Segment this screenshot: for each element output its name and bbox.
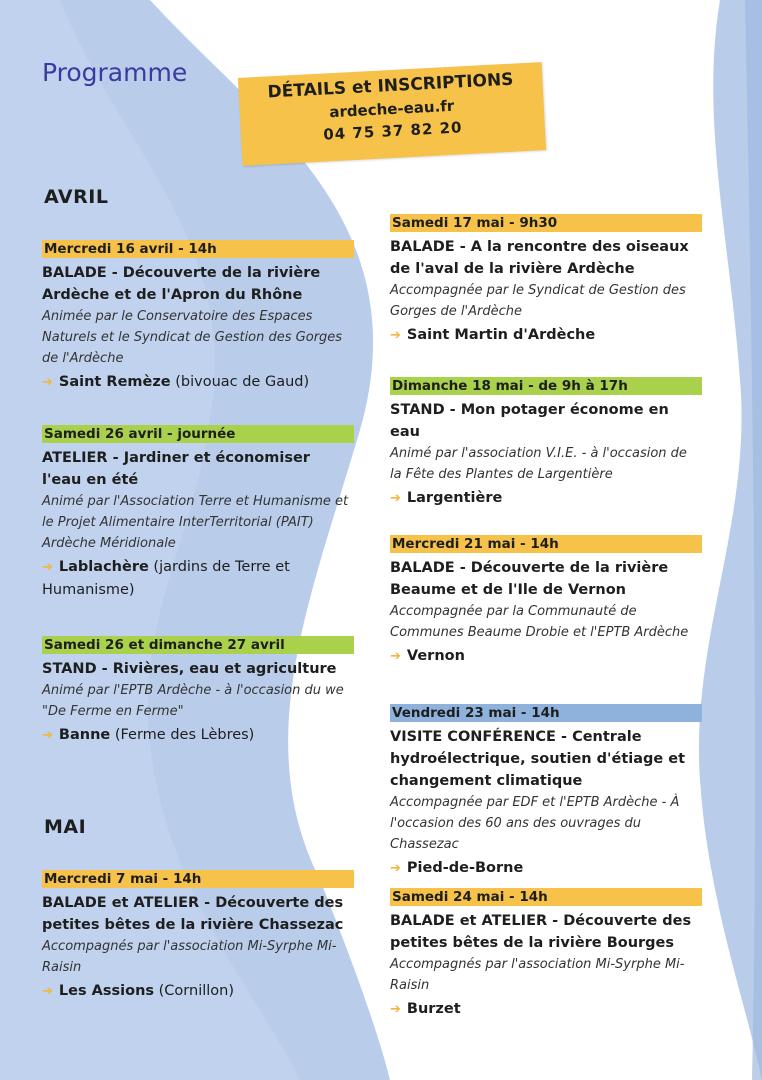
event-description: Accompagnée par EDF et l'EPTB Ardèche - À l'occasion des 60 ans des ouvrages du Chassezac — [390, 795, 680, 852]
event-title: BALADE - Découverte de la rivière Ardèche et de l'Apron du Rhône — [42, 265, 321, 303]
info-phone: 04 75 37 82 20 — [322, 118, 463, 144]
arrow-icon: ➔ — [42, 728, 53, 743]
event-place — [390, 324, 702, 347]
event-title: STAND - Rivières, eau et agriculture — [42, 661, 337, 677]
event-date-bar: Mercredi 7 mai - 14h — [42, 870, 354, 888]
event-place-name: Les Assions — [58, 983, 155, 999]
event-description: Accompagnés par l'association Mi-Syrphe Mi-Raisin — [42, 939, 337, 975]
event-title: BALADE et ATELIER - Découverte des petites bêtes de la rivière Bourges — [390, 913, 692, 951]
event-card — [390, 377, 702, 510]
event-date-bar: Vendredi 23 mai - 14h — [390, 704, 702, 722]
event-place-name: Vernon — [406, 648, 465, 664]
arrow-icon: ➔ — [390, 1002, 401, 1017]
event-title: ATELIER - Jardiner et économiser l'eau en été — [42, 450, 310, 488]
event-description: Accompagnés par l'association Mi-Syrphe Mi-Raisin — [390, 957, 685, 993]
arrow-icon: ➔ — [42, 560, 53, 575]
month-heading-may: MAI — [44, 816, 87, 838]
event-card — [42, 636, 354, 747]
event-place — [42, 556, 354, 601]
event-place-name: Burzet — [406, 1001, 461, 1017]
event-title: BALADE - A la rencontre des oiseaux de l'aval de la rivière Ardèche — [390, 239, 689, 277]
event-date-bar: Dimanche 18 mai - de 9h à 17h — [390, 377, 702, 395]
event-card — [390, 535, 702, 668]
event-card — [390, 888, 702, 1021]
arrow-icon: ➔ — [42, 984, 53, 999]
page-title: Programme — [42, 58, 188, 87]
event-description: Animé par l'association V.I.E. - à l'occasion de la Fête des Plantes de Largentière — [390, 446, 687, 482]
event-description: Animée par le Conservatoire des Espaces Naturels et le Syndicat de Gestion des Gorges de l'Ardèche — [42, 309, 343, 366]
event-description: Accompagnée par la Communauté de Communes Beaume Drobie et l'EPTB Ardèche — [390, 604, 689, 640]
event-title: BALADE - Découverte de la rivière Beaume et de l'Ile de Vernon — [390, 560, 669, 598]
event-card — [42, 870, 354, 1003]
event-description: Accompagnée par le Syndicat de Gestion des Gorges de l'Ardèche — [390, 283, 686, 319]
event-date-bar: Samedi 24 mai - 14h — [390, 888, 702, 906]
event-card — [390, 704, 702, 880]
info-title: DÉTAILS et INSCRIPTIONS — [267, 69, 514, 103]
info-website: ardeche-eau.fr — [328, 96, 455, 122]
event-card — [390, 214, 702, 347]
event-description: Animé par l'EPTB Ardèche - à l'occasion du we "De Ferme en Ferme" — [42, 683, 344, 719]
event-place-name: Lablachère — [58, 559, 149, 575]
arrow-icon: ➔ — [390, 861, 401, 876]
arrow-icon: ➔ — [390, 649, 401, 664]
event-title: BALADE et ATELIER - Découverte des petites bêtes de la rivière Chassezac — [42, 895, 344, 933]
event-place — [390, 857, 702, 880]
event-date-bar: Samedi 17 mai - 9h30 — [390, 214, 702, 232]
event-place-detail: (bivouac de Gaud) — [175, 374, 310, 390]
event-title: VISITE CONFÉRENCE - Centrale hydroélectrique, soutien d'étiage et changement climatique — [390, 729, 686, 789]
event-card — [42, 240, 354, 394]
event-place-detail: (Cornillon) — [158, 983, 234, 999]
event-place-name: Saint Remèze — [58, 374, 171, 390]
event-date-bar: Mercredi 21 mai - 14h — [390, 535, 702, 553]
event-date-bar: Mercredi 16 avril - 14h — [42, 240, 354, 258]
event-place — [42, 371, 354, 394]
event-title: STAND - Mon potager économe en eau — [390, 402, 669, 440]
event-place — [42, 980, 354, 1003]
event-place-detail: (Ferme des Lèbres) — [114, 727, 255, 743]
arrow-icon: ➔ — [42, 375, 53, 390]
event-card — [42, 425, 354, 601]
event-place — [42, 724, 354, 747]
event-place-name: Pied-de-Borne — [406, 860, 524, 876]
event-place — [390, 645, 702, 668]
event-place — [390, 998, 702, 1021]
event-place-name: Banne — [58, 727, 111, 743]
info-box — [238, 62, 546, 166]
event-place-name: Saint Martin d'Ardèche — [406, 327, 596, 343]
event-date-bar: Samedi 26 et dimanche 27 avril — [42, 636, 354, 654]
arrow-icon: ➔ — [390, 491, 401, 506]
event-place-detail: (jardins de Terre et Humanisme) — [42, 559, 290, 598]
month-heading-april: AVRIL — [44, 186, 109, 208]
event-place-name: Largentière — [406, 490, 503, 506]
event-date-bar: Samedi 26 avril - journée — [42, 425, 354, 443]
arrow-icon: ➔ — [390, 328, 401, 343]
event-description: Animé par l'Association Terre et Humanisme et le Projet Alimentaire InterTerritorial (PAIT) Ardèche Méridionale — [42, 494, 349, 551]
event-place — [390, 487, 702, 510]
